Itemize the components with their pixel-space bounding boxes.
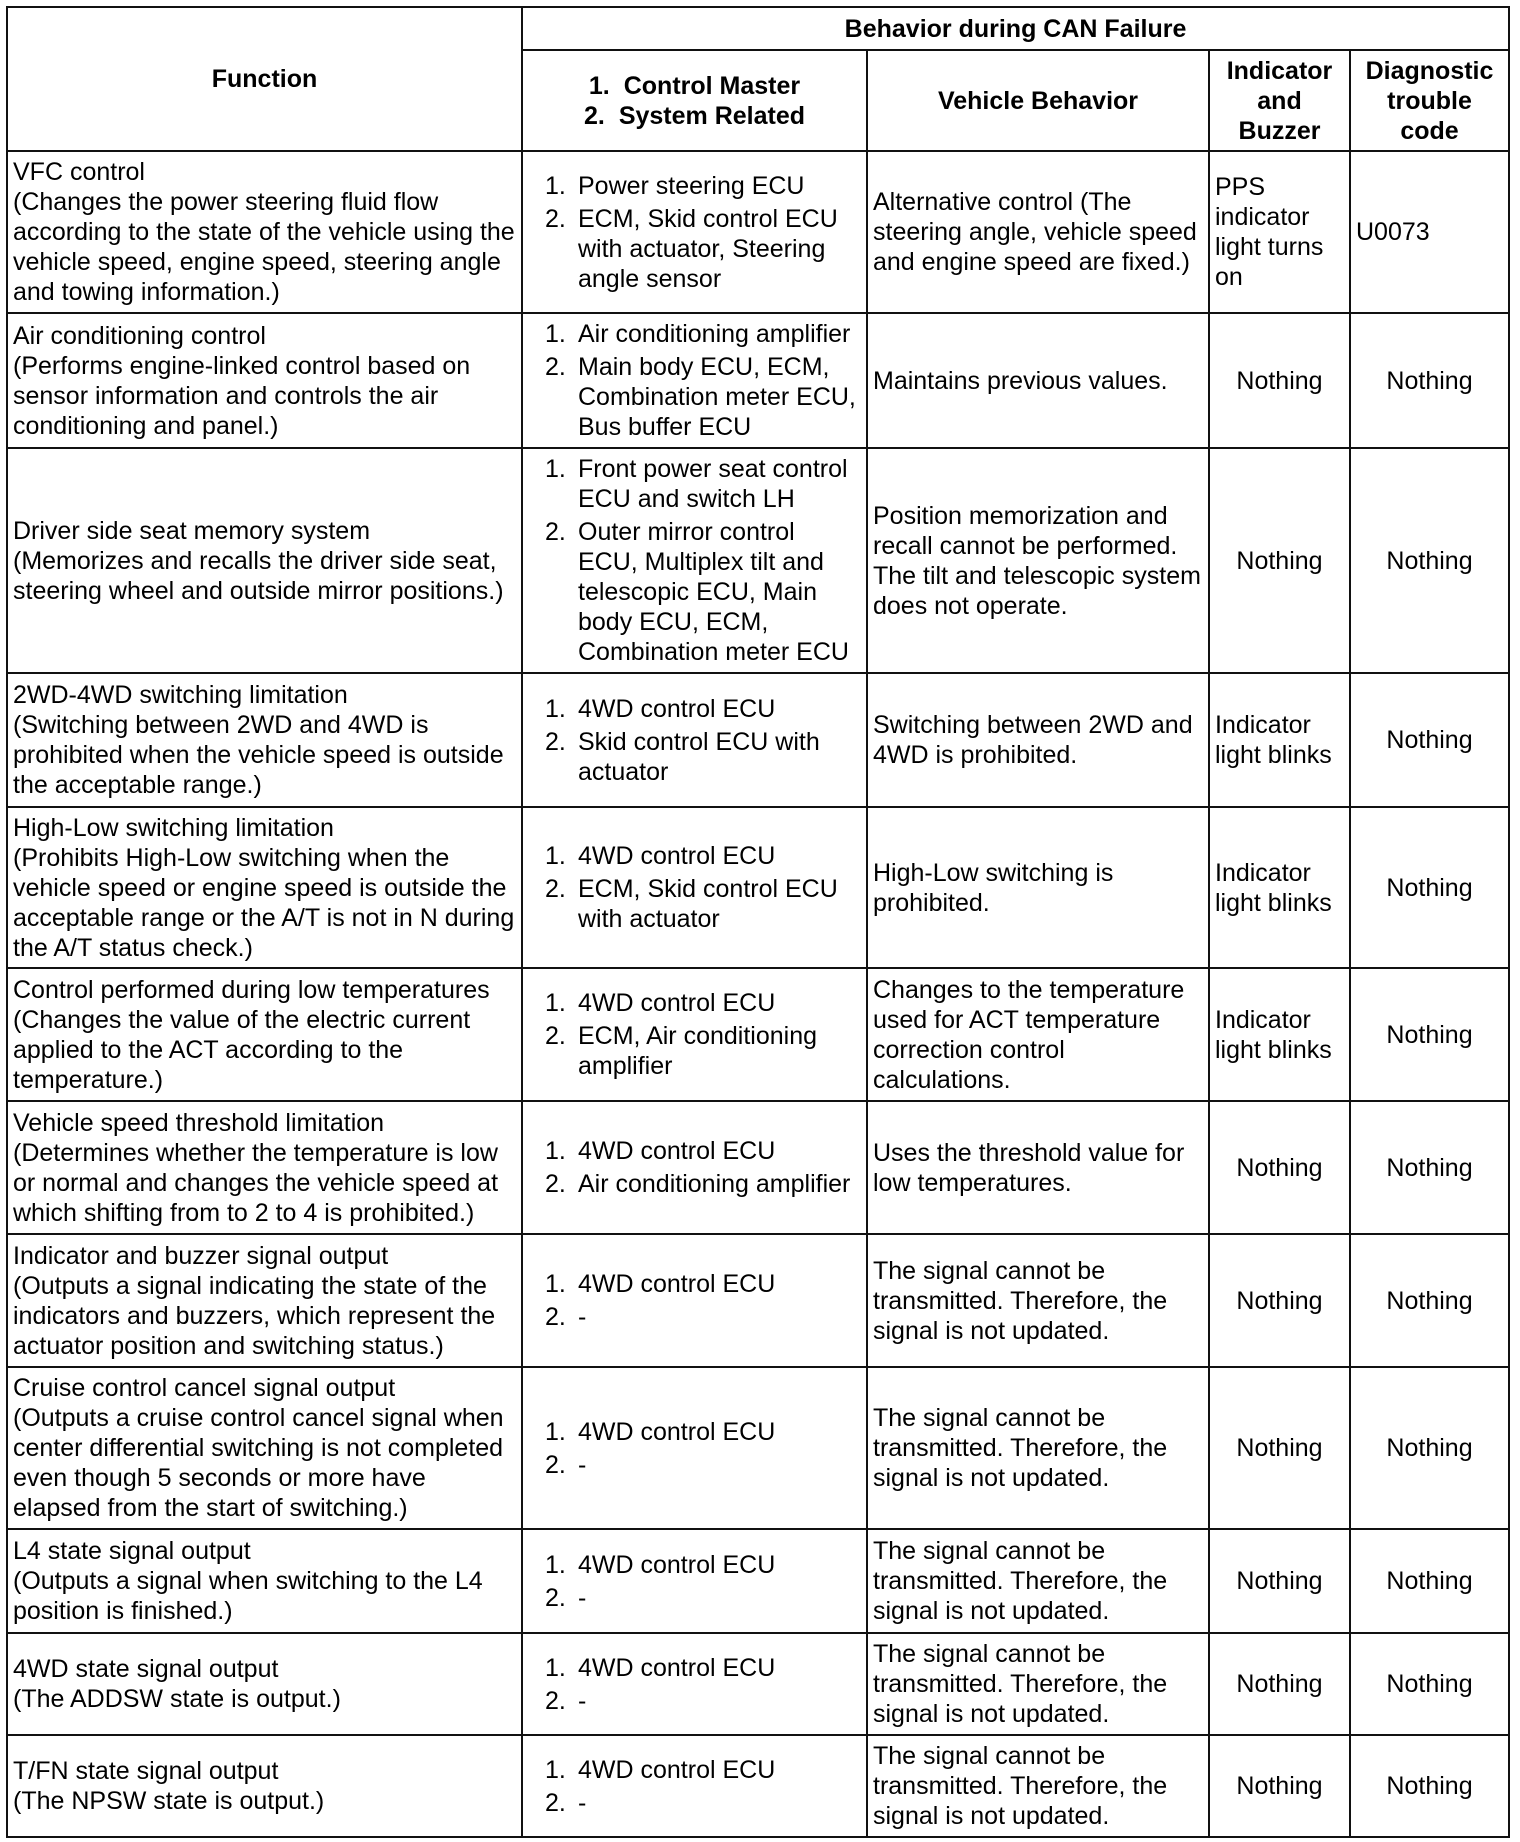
- table-row: [7, 968, 1509, 1101]
- function-name: VFC control: [13, 158, 145, 186]
- function-description: (The NPSW state is output.): [13, 1787, 325, 1815]
- indicator-buzzer-cell: Nothing: [1209, 1633, 1350, 1735]
- system-related-item: [545, 1021, 863, 1081]
- header-item-number: 1.: [588, 71, 610, 100]
- system-related-text: -: [578, 1788, 587, 1817]
- system-related-text: -: [578, 1583, 587, 1612]
- control-master-item: [545, 1550, 863, 1580]
- function-name: Control performed during low temperatures: [13, 975, 490, 1004]
- function-name: Air conditioning control: [13, 321, 266, 350]
- vehicle-behavior-cell: The signal cannot be transmitted. Therefore, the signal is not updated.: [867, 1633, 1209, 1735]
- function-description: (Outputs a signal when switching to the L4 position is finished.): [13, 1567, 483, 1625]
- header-row-group: [7, 7, 1509, 50]
- header-item-label: Control Master: [623, 71, 801, 100]
- control-master-text: 4WD control ECU: [578, 1550, 776, 1579]
- control-master-cell: [522, 1633, 867, 1735]
- table-row: [7, 151, 1509, 313]
- vehicle-behavior-cell: The signal cannot be transmitted. Therefore, the signal is not updated.: [867, 1735, 1209, 1837]
- function-cell: [7, 807, 522, 968]
- function-cell: [7, 448, 522, 673]
- table-row: [7, 1529, 1509, 1633]
- function-description: (Prohibits High-Low switching when the vehicle speed or engine speed is outside the acceptable range or the A/T is not in N during the A/T status check.): [13, 843, 515, 962]
- item-number: 1.: [545, 1270, 566, 1298]
- control-master-cell: [522, 968, 867, 1101]
- system-related-item: [545, 1583, 863, 1613]
- function-description: (The ADDSW state is output.): [13, 1685, 341, 1713]
- item-number: 1.: [545, 171, 566, 200]
- dtc-cell: Nothing: [1350, 1633, 1509, 1735]
- header-control-master: [526, 71, 863, 101]
- item-number: 1.: [545, 1653, 566, 1682]
- system-related-item: [545, 1169, 863, 1199]
- function-cell: [7, 1234, 522, 1367]
- header-diagnostic-trouble-code: Diagnostic trouble code: [1350, 50, 1509, 151]
- vehicle-behavior-cell: High-Low switching is prohibited.: [867, 807, 1209, 968]
- item-number: 2.: [545, 1022, 566, 1050]
- control-master-text: 4WD control ECU: [578, 1755, 776, 1784]
- system-related-text: Main body ECU, ECM, Combination meter ECU, Bus buffer ECU: [578, 353, 856, 441]
- function-name: Driver side seat memory system: [13, 516, 371, 545]
- vehicle-behavior-cell: Uses the threshold value for low temperatures.: [867, 1101, 1209, 1234]
- control-master-cell: [522, 1735, 867, 1837]
- dtc-cell: Nothing: [1350, 313, 1509, 448]
- function-description: (Performs engine-linked control based on sensor information and controls the air conditioning and panel.): [13, 351, 471, 440]
- control-master-cell: [522, 151, 867, 313]
- indicator-buzzer-cell: Nothing: [1209, 448, 1350, 673]
- function-cell: [7, 1529, 522, 1633]
- function-name: Indicator and buzzer signal output: [13, 1241, 389, 1270]
- system-related-text: ECM, Skid control ECU with actuator: [578, 875, 838, 933]
- indicator-buzzer-cell: Nothing: [1209, 313, 1350, 448]
- function-description: (Outputs a cruise control cancel signal when center differential switching is not completed even though 5 seconds or more have elapsed from the start of switching.): [13, 1404, 504, 1522]
- dtc-cell: Nothing: [1350, 968, 1509, 1101]
- control-master-cell: [522, 313, 867, 448]
- indicator-buzzer-cell: Indicator light blinks: [1209, 807, 1350, 968]
- function-description: (Determines whether the temperature is low or normal and changes the vehicle speed at which shifting from to 2 to 4 is prohibited.): [13, 1138, 499, 1227]
- item-number: 2.: [545, 1303, 566, 1331]
- table-row: [7, 1735, 1509, 1837]
- dtc-cell: U0073: [1350, 151, 1509, 313]
- control-master-text: 4WD control ECU: [578, 989, 776, 1017]
- system-related-item: [545, 352, 863, 442]
- item-number: 1.: [545, 1755, 566, 1784]
- header-indicator-buzzer: Indicator and Buzzer: [1209, 50, 1350, 151]
- header-behavior-during-can-failure: Behavior during CAN Failure: [522, 7, 1509, 50]
- vehicle-behavior-cell: The signal cannot be transmitted. Therefore, the signal is not updated.: [867, 1367, 1209, 1529]
- function-description: (Switching between 2WD and 4WD is prohibited when the vehicle speed is outside the acceptable range.): [13, 711, 504, 799]
- control-master-text: 4WD control ECU: [578, 1137, 776, 1165]
- table-row: [7, 673, 1509, 807]
- vehicle-behavior-cell: The signal cannot be transmitted. Therefore, the signal is not updated.: [867, 1529, 1209, 1633]
- control-master-cell: [522, 1101, 867, 1234]
- item-number: 1.: [545, 1550, 566, 1579]
- system-related-text: Outer mirror control ECU, Multiplex tilt and telescopic ECU, Main body ECU, ECM, Combination meter ECU: [578, 518, 849, 666]
- dtc-cell: Nothing: [1350, 1367, 1509, 1529]
- function-cell: [7, 1101, 522, 1234]
- control-master-item: [545, 694, 863, 724]
- function-name: High-Low switching limitation: [13, 813, 334, 842]
- control-master-item: [545, 1269, 863, 1299]
- vehicle-behavior-cell: Changes to the temperature used for ACT temperature correction control calculations.: [867, 968, 1209, 1101]
- control-master-cell: [522, 1234, 867, 1367]
- table-row: [7, 807, 1509, 968]
- item-number: 2.: [545, 204, 566, 233]
- control-master-cell: [522, 448, 867, 673]
- control-master-cell: [522, 673, 867, 807]
- item-number: 1.: [545, 455, 566, 483]
- vehicle-behavior-cell: Switching between 2WD and 4WD is prohibited.: [867, 673, 1209, 807]
- item-number: 2.: [545, 1450, 566, 1479]
- control-master-item: [545, 1136, 863, 1166]
- indicator-buzzer-cell: Indicator light blinks: [1209, 673, 1350, 807]
- item-number: 2.: [545, 1686, 566, 1715]
- function-cell: [7, 1367, 522, 1529]
- function-cell: [7, 151, 522, 313]
- control-master-cell: [522, 1529, 867, 1633]
- function-name: L4 state signal output: [13, 1537, 251, 1565]
- system-related-item: [545, 517, 863, 667]
- can-failure-table: [6, 6, 1510, 1838]
- system-related-text: Skid control ECU with actuator: [578, 727, 820, 786]
- function-description: (Memorizes and recalls the driver side seat, steering wheel and outside mirror positions.): [13, 546, 504, 605]
- dtc-cell: Nothing: [1350, 807, 1509, 968]
- system-related-item: [545, 1450, 863, 1480]
- table-row: [7, 1633, 1509, 1735]
- item-number: 2.: [545, 875, 566, 903]
- item-number: 2.: [545, 1170, 566, 1198]
- dtc-cell: Nothing: [1350, 1101, 1509, 1234]
- indicator-buzzer-cell: Nothing: [1209, 1529, 1350, 1633]
- function-name: Cruise control cancel signal output: [13, 1374, 396, 1402]
- control-master-item: [545, 1755, 863, 1785]
- function-cell: [7, 968, 522, 1101]
- item-number: 1.: [545, 842, 566, 870]
- control-master-item: [545, 171, 863, 201]
- control-master-text: 4WD control ECU: [578, 1653, 776, 1682]
- header-item-number: 2.: [583, 101, 605, 130]
- dtc-cell: Nothing: [1350, 1735, 1509, 1837]
- item-number: 1.: [545, 694, 566, 723]
- system-related-text: ECM, Skid control ECU with actuator, Steering angle sensor: [578, 204, 838, 293]
- dtc-cell: Nothing: [1350, 1529, 1509, 1633]
- system-related-item: [545, 1686, 863, 1716]
- dtc-cell: Nothing: [1350, 1234, 1509, 1367]
- function-cell: [7, 313, 522, 448]
- system-related-item: [545, 874, 863, 934]
- control-master-item: [545, 1417, 863, 1447]
- item-number: 2.: [545, 518, 566, 546]
- control-master-text: 4WD control ECU: [578, 842, 776, 870]
- system-related-item: [545, 204, 863, 294]
- item-number: 2.: [545, 1788, 566, 1817]
- function-name: T/FN state signal output: [13, 1757, 279, 1785]
- indicator-buzzer-cell: Nothing: [1209, 1101, 1350, 1234]
- header-vehicle-behavior: Vehicle Behavior: [867, 50, 1209, 151]
- item-number: 1.: [545, 989, 566, 1017]
- item-number: 2.: [545, 353, 566, 381]
- function-name: Vehicle speed threshold limitation: [13, 1108, 385, 1137]
- item-number: 1.: [545, 320, 566, 348]
- dtc-cell: Nothing: [1350, 673, 1509, 807]
- function-description: (Outputs a signal indicating the state of the indicators and buzzers, which represent the actuator position and switching status.): [13, 1271, 496, 1360]
- indicator-buzzer-cell: Nothing: [1209, 1735, 1350, 1837]
- system-related-item: [545, 1788, 863, 1818]
- system-related-item: [545, 1302, 863, 1332]
- header-item-label: System Related: [618, 101, 806, 130]
- control-master-text: 4WD control ECU: [578, 1417, 776, 1446]
- system-related-text: -: [578, 1686, 587, 1715]
- control-master-text: Power steering ECU: [578, 171, 805, 200]
- system-related-text: ECM, Air conditioning amplifier: [578, 1022, 818, 1080]
- vehicle-behavior-cell: Position memorization and recall cannot be performed. The tilt and telescopic system does not operate.: [867, 448, 1209, 673]
- function-cell: [7, 1633, 522, 1735]
- control-master-item: [545, 841, 863, 871]
- item-number: 2.: [545, 1583, 566, 1612]
- control-master-cell: [522, 1367, 867, 1529]
- vehicle-behavior-cell: Maintains previous values.: [867, 313, 1209, 448]
- function-description: (Changes the value of the electric current applied to the ACT according to the temperature.): [13, 1005, 471, 1094]
- table-row: [7, 313, 1509, 448]
- control-master-text: Air conditioning amplifier: [578, 320, 851, 348]
- function-description: (Changes the power steering fluid flow according to the state of the vehicle using the vehicle speed, engine speed, steering angle and towing information.): [13, 188, 515, 306]
- system-related-item: [545, 727, 863, 787]
- function-name: 4WD state signal output: [13, 1655, 279, 1683]
- system-related-text: -: [578, 1450, 587, 1479]
- table-row: [7, 1367, 1509, 1529]
- item-number: 1.: [545, 1137, 566, 1165]
- control-master-text: Front power seat control ECU and switch LH: [578, 455, 848, 513]
- table-row: [7, 1234, 1509, 1367]
- control-master-item: [545, 1653, 863, 1683]
- item-number: 1.: [545, 1417, 566, 1446]
- indicator-buzzer-cell: Indicator light blinks: [1209, 968, 1350, 1101]
- system-related-text: Air conditioning amplifier: [578, 1170, 851, 1198]
- header-control-master-system-related: [522, 50, 867, 151]
- item-number: 2.: [545, 727, 566, 756]
- indicator-buzzer-cell: Nothing: [1209, 1234, 1350, 1367]
- vehicle-behavior-cell: Alternative control (The steering angle, vehicle speed and engine speed are fixed.): [867, 151, 1209, 313]
- control-master-text: 4WD control ECU: [578, 1270, 776, 1298]
- header-function: Function: [7, 7, 522, 151]
- header-system-related: [526, 101, 863, 131]
- control-master-item: [545, 319, 863, 349]
- control-master-item: [545, 988, 863, 1018]
- table-row: [7, 1101, 1509, 1234]
- function-cell: [7, 1735, 522, 1837]
- indicator-buzzer-cell: PPS indicator light turns on: [1209, 151, 1350, 313]
- control-master-item: [545, 454, 863, 514]
- control-master-cell: [522, 807, 867, 968]
- system-related-text: -: [578, 1303, 587, 1331]
- function-name: 2WD-4WD switching limitation: [13, 681, 348, 709]
- dtc-cell: Nothing: [1350, 448, 1509, 673]
- control-master-text: 4WD control ECU: [578, 694, 776, 723]
- function-cell: [7, 673, 522, 807]
- indicator-buzzer-cell: Nothing: [1209, 1367, 1350, 1529]
- vehicle-behavior-cell: The signal cannot be transmitted. Therefore, the signal is not updated.: [867, 1234, 1209, 1367]
- table-row: [7, 448, 1509, 673]
